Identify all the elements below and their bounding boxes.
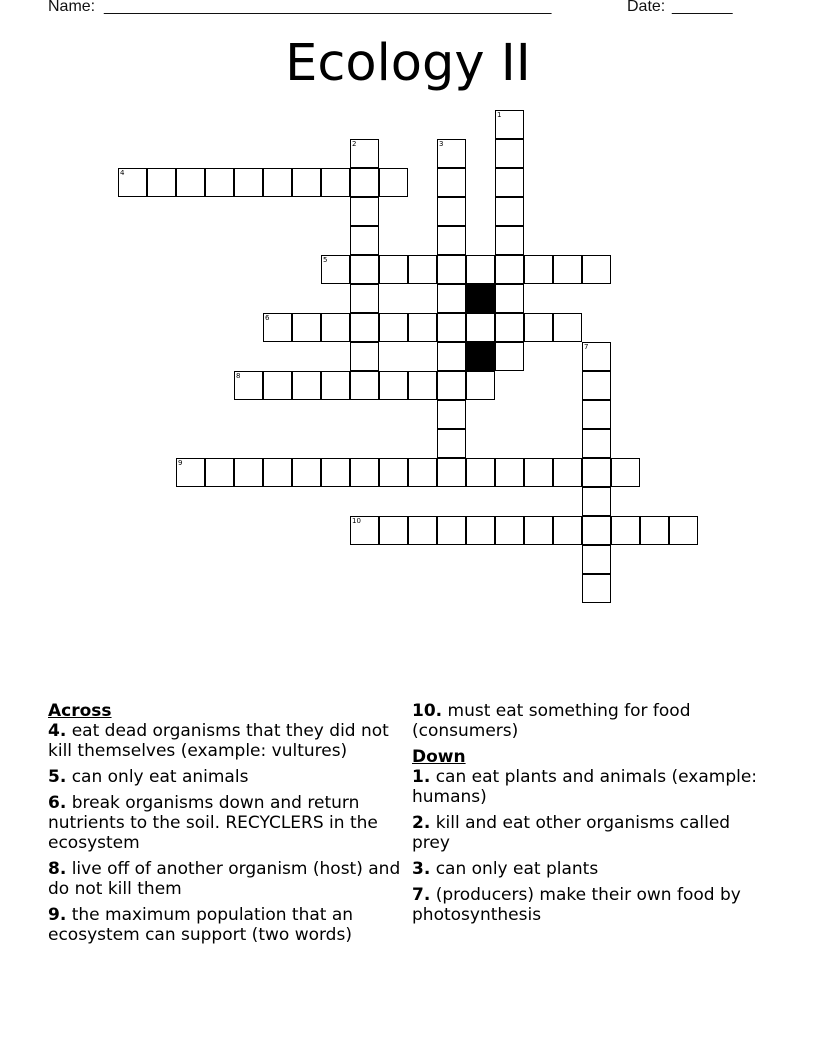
grid-cell[interactable] — [437, 371, 466, 400]
grid-cell[interactable] — [611, 458, 640, 487]
grid-cell[interactable] — [118, 168, 147, 197]
grid-cell[interactable] — [495, 342, 524, 371]
grid-cell[interactable] — [640, 516, 669, 545]
grid-cell[interactable] — [379, 371, 408, 400]
grid-cell[interactable] — [582, 458, 611, 487]
grid-cell[interactable] — [495, 313, 524, 342]
cell-number: 7 — [584, 343, 589, 351]
clue-text: can only eat animals — [66, 767, 249, 787]
grid-cell[interactable] — [321, 458, 350, 487]
grid-cell[interactable] — [350, 371, 379, 400]
clue-down-2 — [412, 813, 772, 853]
clue-down-1 — [412, 767, 772, 807]
grid-cell[interactable] — [379, 255, 408, 284]
clues-right-column — [412, 701, 772, 931]
clue-number: 5. — [48, 767, 67, 787]
clue-text: kill and eat other organisms called prey — [412, 813, 731, 853]
grid-cell[interactable] — [176, 168, 205, 197]
grid-cell[interactable] — [408, 255, 437, 284]
clue-text: the maximum population that an ecosystem can support (two words) — [48, 905, 354, 945]
clue-across-5 — [48, 767, 408, 787]
cell-number: 4 — [120, 169, 125, 177]
grid-cell[interactable] — [263, 371, 292, 400]
cell-number: 6 — [265, 314, 270, 322]
down-heading: Down — [412, 747, 466, 767]
clue-number: 8. — [48, 859, 67, 879]
grid-cell[interactable] — [466, 516, 495, 545]
grid-cell[interactable] — [524, 313, 553, 342]
grid-cell[interactable] — [466, 371, 495, 400]
grid-cell[interactable] — [321, 168, 350, 197]
grid-cell[interactable] — [437, 284, 466, 313]
grid-cell[interactable] — [524, 516, 553, 545]
grid-cell[interactable] — [466, 255, 495, 284]
grid-cell[interactable] — [582, 545, 611, 574]
name-line: ____________________________________________________ — [104, 0, 552, 15]
grid-cell[interactable] — [553, 458, 582, 487]
grid-cell[interactable] — [495, 458, 524, 487]
grid-cell[interactable] — [205, 168, 234, 197]
grid-cell[interactable] — [582, 255, 611, 284]
cell-number: 3 — [439, 140, 444, 148]
grid-cell[interactable] — [350, 197, 379, 226]
grid-cell[interactable] — [350, 458, 379, 487]
grid-cell[interactable] — [321, 371, 350, 400]
grid-cell[interactable] — [582, 516, 611, 545]
clue-number: 7. — [412, 885, 431, 905]
grid-cell[interactable] — [669, 516, 698, 545]
clue-across-6 — [48, 793, 408, 853]
grid-cell[interactable] — [350, 516, 379, 545]
grid-block — [466, 342, 495, 371]
grid-cell[interactable] — [408, 313, 437, 342]
grid-cell[interactable] — [350, 255, 379, 284]
grid-cell[interactable] — [582, 342, 611, 371]
grid-cell[interactable] — [437, 313, 466, 342]
date-label: Date: — [627, 0, 666, 15]
grid-cell[interactable] — [408, 516, 437, 545]
grid-cell[interactable] — [350, 168, 379, 197]
grid-cell[interactable] — [553, 516, 582, 545]
grid-cell[interactable] — [321, 313, 350, 342]
grid-cell[interactable] — [379, 313, 408, 342]
cell-number: 8 — [236, 372, 241, 380]
grid-cell[interactable] — [582, 429, 611, 458]
grid-cell[interactable] — [437, 226, 466, 255]
grid-cell[interactable] — [495, 168, 524, 197]
page-title: Ecology II — [285, 34, 531, 93]
clues-left-column — [48, 701, 408, 951]
across-heading: Across — [48, 701, 112, 721]
grid-cell[interactable] — [466, 313, 495, 342]
grid-cell[interactable] — [437, 168, 466, 197]
grid-cell[interactable] — [292, 313, 321, 342]
clue-number: 4. — [48, 721, 67, 741]
grid-cell[interactable] — [582, 487, 611, 516]
grid-cell[interactable] — [466, 458, 495, 487]
grid-cell[interactable] — [553, 313, 582, 342]
grid-cell[interactable] — [495, 197, 524, 226]
grid-cell[interactable] — [292, 371, 321, 400]
date-line: _______ — [672, 0, 733, 15]
grid-cell[interactable] — [379, 516, 408, 545]
clue-across-10 — [412, 701, 772, 741]
grid-cell[interactable] — [263, 313, 292, 342]
clue-text: can eat plants and animals (example: humans) — [412, 767, 758, 807]
cell-number: 5 — [323, 256, 328, 264]
grid-block — [466, 284, 495, 313]
clue-text: (producers) make their own food by photosynthesis — [412, 885, 741, 925]
clue-across-9 — [48, 905, 408, 945]
clue-number: 6. — [48, 793, 67, 813]
clue-number: 10. — [412, 701, 443, 721]
grid-cell[interactable] — [524, 255, 553, 284]
clue-number: 3. — [412, 859, 431, 879]
grid-cell[interactable] — [582, 400, 611, 429]
grid-cell[interactable] — [263, 458, 292, 487]
grid-cell[interactable] — [234, 168, 263, 197]
grid-cell[interactable] — [437, 197, 466, 226]
grid-cell[interactable] — [292, 458, 321, 487]
grid-cell[interactable] — [350, 313, 379, 342]
grid-cell[interactable] — [379, 458, 408, 487]
grid-cell[interactable] — [350, 342, 379, 371]
grid-cell[interactable] — [437, 400, 466, 429]
grid-cell[interactable] — [234, 371, 263, 400]
grid-cell[interactable] — [495, 284, 524, 313]
grid-cell[interactable] — [408, 371, 437, 400]
clue-across-4 — [48, 721, 408, 761]
clue-text: live off of another organism (host) and do not kill them — [48, 859, 401, 899]
cell-number: 10 — [352, 517, 361, 525]
grid-cell[interactable] — [495, 110, 524, 139]
grid-cell[interactable] — [437, 255, 466, 284]
grid-cell[interactable] — [582, 371, 611, 400]
clue-text: must eat something for food (consumers) — [412, 701, 691, 741]
grid-cell[interactable] — [437, 458, 466, 487]
grid-cell[interactable] — [350, 139, 379, 168]
grid-cell[interactable] — [292, 168, 321, 197]
clue-down-3 — [412, 859, 772, 879]
grid-cell[interactable] — [437, 342, 466, 371]
grid-cell[interactable] — [495, 516, 524, 545]
cell-number: 1 — [497, 111, 502, 119]
clue-text: eat dead organisms that they did not kill themselves (example: vultures) — [48, 721, 389, 761]
clue-across-8 — [48, 859, 408, 899]
grid-cell[interactable] — [495, 139, 524, 168]
grid-cell[interactable] — [611, 516, 640, 545]
grid-cell[interactable] — [205, 458, 234, 487]
clue-down-7 — [412, 885, 772, 925]
grid-cell[interactable] — [437, 429, 466, 458]
grid-cell[interactable] — [350, 226, 379, 255]
clue-number: 2. — [412, 813, 431, 833]
grid-cell[interactable] — [176, 458, 205, 487]
grid-cell[interactable] — [495, 226, 524, 255]
cell-number: 9 — [178, 459, 183, 467]
clue-number: 1. — [412, 767, 431, 787]
cell-number: 2 — [352, 140, 357, 148]
grid-cell[interactable] — [147, 168, 176, 197]
name-label: Name: — [48, 0, 96, 15]
clue-text: break organisms down and return nutrients to the soil. RECYCLERS in the ecosystem — [48, 793, 378, 853]
grid-cell[interactable] — [379, 168, 408, 197]
grid-cell[interactable] — [437, 139, 466, 168]
grid-cell[interactable] — [350, 284, 379, 313]
grid-cell[interactable] — [234, 458, 263, 487]
clue-number: 9. — [48, 905, 67, 925]
grid-cell[interactable] — [321, 255, 350, 284]
grid-cell[interactable] — [582, 574, 611, 603]
grid-cell[interactable] — [437, 516, 466, 545]
grid-cell[interactable] — [495, 255, 524, 284]
grid-cell[interactable] — [524, 458, 553, 487]
grid-cell[interactable] — [408, 458, 437, 487]
clue-text: can only eat plants — [430, 859, 599, 879]
grid-cell[interactable] — [553, 255, 582, 284]
grid-cell[interactable] — [263, 168, 292, 197]
